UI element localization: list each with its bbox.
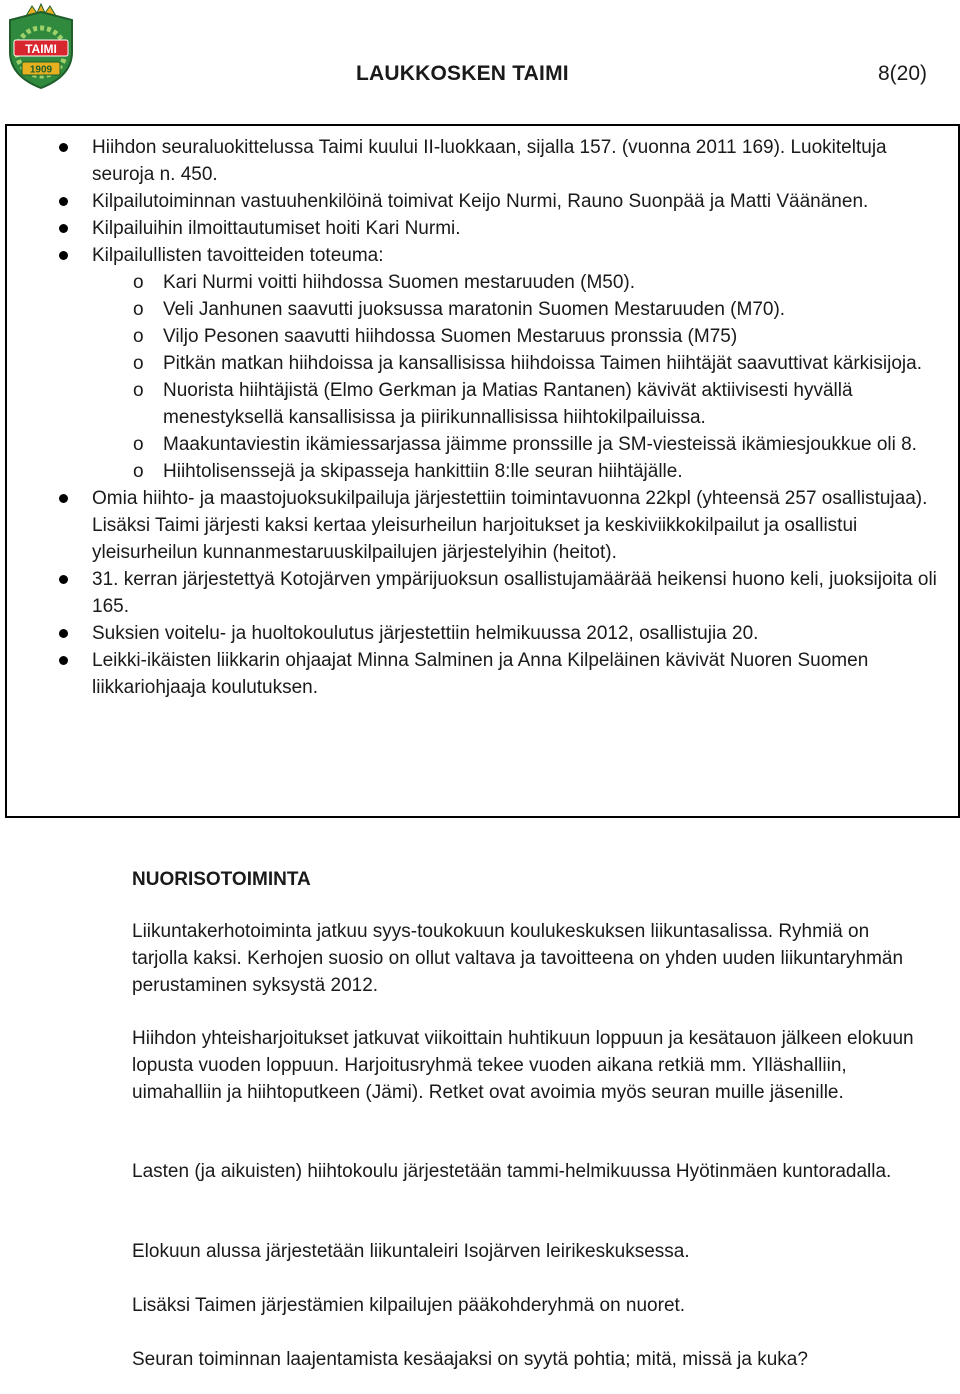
sub-list-item [7, 431, 958, 458]
sub-list-item [7, 269, 958, 296]
list-item [7, 485, 958, 566]
bullet-icon [59, 251, 68, 260]
list-item [7, 188, 958, 215]
club-logo [4, 2, 78, 90]
sub-bullet-marker: o [133, 434, 144, 455]
sub-bullet-marker: o [133, 272, 144, 293]
sub-list-item-text: Nuorista hiihtäjistä (Elmo Gerkman ja Matias Rantanen) kävivät aktiivisesti hyvällä menestyksellä kansallisissa ja piirikunnallisissa hiihtokilpailuissa. [163, 380, 853, 428]
sub-list-item-text: Hiihtolisenssejä ja skipasseja hankittiin 8:lle seuran hiihtäjälle. [163, 461, 683, 482]
sub-bullet-marker: o [133, 326, 144, 347]
sub-list-item [7, 323, 958, 350]
bullet-icon [59, 656, 68, 665]
bullet-icon [59, 629, 68, 638]
list-item [7, 242, 958, 269]
section-paragraph: Hiihdon yhteisharjoitukset jatkuvat viikoittain huhtikuun loppuun ja kesätauon jälkeen elokuun lopusta vuoden loppuun. Harjoitusryhmä tekee vuoden aikana retkiä mm. Ylläshalliin, uimahalliin ja hiihtoputkeen (Jämi). Retket ovat avoimia myös seuran muille jäsenille. [132, 1028, 914, 1103]
section-paragraph: Liikuntakerhotoiminta jatkuu syys-toukokuun koulukeskuksen liikuntasalissa. Ryhmiä on tarjolla kaksi. Kerhojen suosio on ollut valtava ja tavoitteena on yhden uuden liikuntaryhmän perustaminen syksystä 2012. [132, 921, 904, 996]
list-item-text: Hiihdon seuraluokittelussa Taimi kuului II-luokkaan, sijalla 157. (vuonna 2011 169). Luokiteltuja seuroja n. 450. [92, 137, 887, 185]
section-paragraph: Lasten (ja aikuisten) hiihtokoulu järjestetään tammi-helmikuussa Hyötinmäen kuntoradalla. [132, 1161, 892, 1182]
bullet-icon [59, 224, 68, 233]
section-paragraph: Seuran toiminnan laajentamista kesäajaksi on syytä pohtia; mitä, missä ja kuka? [132, 1349, 808, 1370]
activity-box [5, 124, 960, 818]
list-item [7, 620, 958, 647]
logo-year: 1909 [29, 64, 53, 76]
list-item-text: Suksien voitelu- ja huoltokoulutus järjestettiin helmikuussa 2012, osallistujia 20. [92, 623, 759, 644]
sub-list-item [7, 296, 958, 323]
sub-bullet-marker: o [133, 461, 144, 482]
page-title: LAUKKOSKEN TAIMI [356, 62, 569, 85]
bullet-icon [59, 575, 68, 584]
activity-list [7, 134, 958, 701]
list-item-text: Omia hiihto- ja maastojuoksukilpailuja järjestettiin toimintavuonna 22kpl (yhteensä 257 osallistujaa). Lisäksi Taimi järjesti kaksi kertaa yleisurheilun harjoitukset ja keskiviikkokilpailut ja osallistui yleisurheilun kunnanmestaruuskilpailujen järjestelyihin (heitot). [92, 488, 928, 563]
list-item-text: Kilpailuihin ilmoittautumiset hoiti Kari Nurmi. [92, 218, 461, 239]
sub-list-item-text: Veli Janhunen saavutti juoksussa maratonin Suomen Mestaruuden (M70). [163, 299, 786, 320]
sub-list-item [7, 350, 958, 377]
sub-bullet-marker: o [133, 299, 144, 320]
list-item [7, 647, 958, 701]
list-item-text: Kilpailullisten tavoitteiden toteuma: [92, 245, 384, 266]
sub-list-item-text: Viljo Pesonen saavutti hiihdossa Suomen Mestaruus pronssia (M75) [163, 326, 738, 347]
sub-list-item [7, 377, 958, 431]
sub-list-item-text: Pitkän matkan hiihdoissa ja kansallisissa hiihdoissa Taimen hiihtäjät saavuttivat kärkisijoja. [163, 353, 922, 374]
section-paragraph: Elokuun alussa järjestetään liikuntaleiri Isojärven leirikeskuksessa. [132, 1241, 690, 1262]
section-heading: NUORISOTOIMINTA [132, 869, 311, 890]
bullet-icon [59, 143, 68, 152]
sub-bullet-marker: o [133, 380, 144, 401]
section-paragraph: Lisäksi Taimen järjestämien kilpailujen pääkohderyhmä on nuoret. [132, 1295, 686, 1316]
sub-bullet-marker: o [133, 353, 144, 374]
list-item-text: Leikki-ikäisten liikkarin ohjaajat Minna Salminen ja Anna Kilpeläinen kävivät Nuoren Suomen liikkariohjaaja koulutuksen. [92, 650, 869, 698]
bullet-icon [59, 197, 68, 206]
logo-text: TAIMI [25, 42, 57, 56]
list-item [7, 215, 958, 242]
sub-list-item-text: Maakuntaviestin ikämiessarjassa jäimme pronssille ja SM-viesteissä ikämiesjoukkue oli 8. [163, 434, 917, 455]
list-item [7, 566, 958, 620]
page-number: 8(20) [878, 62, 928, 85]
sub-list-item [7, 458, 958, 485]
list-item-text: Kilpailutoiminnan vastuuhenkilöinä toimivat Keijo Nurmi, Rauno Suonpää ja Matti Väänänen. [92, 191, 869, 212]
bullet-icon [59, 494, 68, 503]
list-item [7, 134, 958, 188]
list-item-text: 31. kerran järjestettyä Kotojärven ympärijuoksun osallistujamäärää heikensi huono keli, juoksijoita oli 165. [92, 569, 937, 617]
sub-list-item-text: Kari Nurmi voitti hiihdossa Suomen mestaruuden (M50). [163, 272, 636, 293]
